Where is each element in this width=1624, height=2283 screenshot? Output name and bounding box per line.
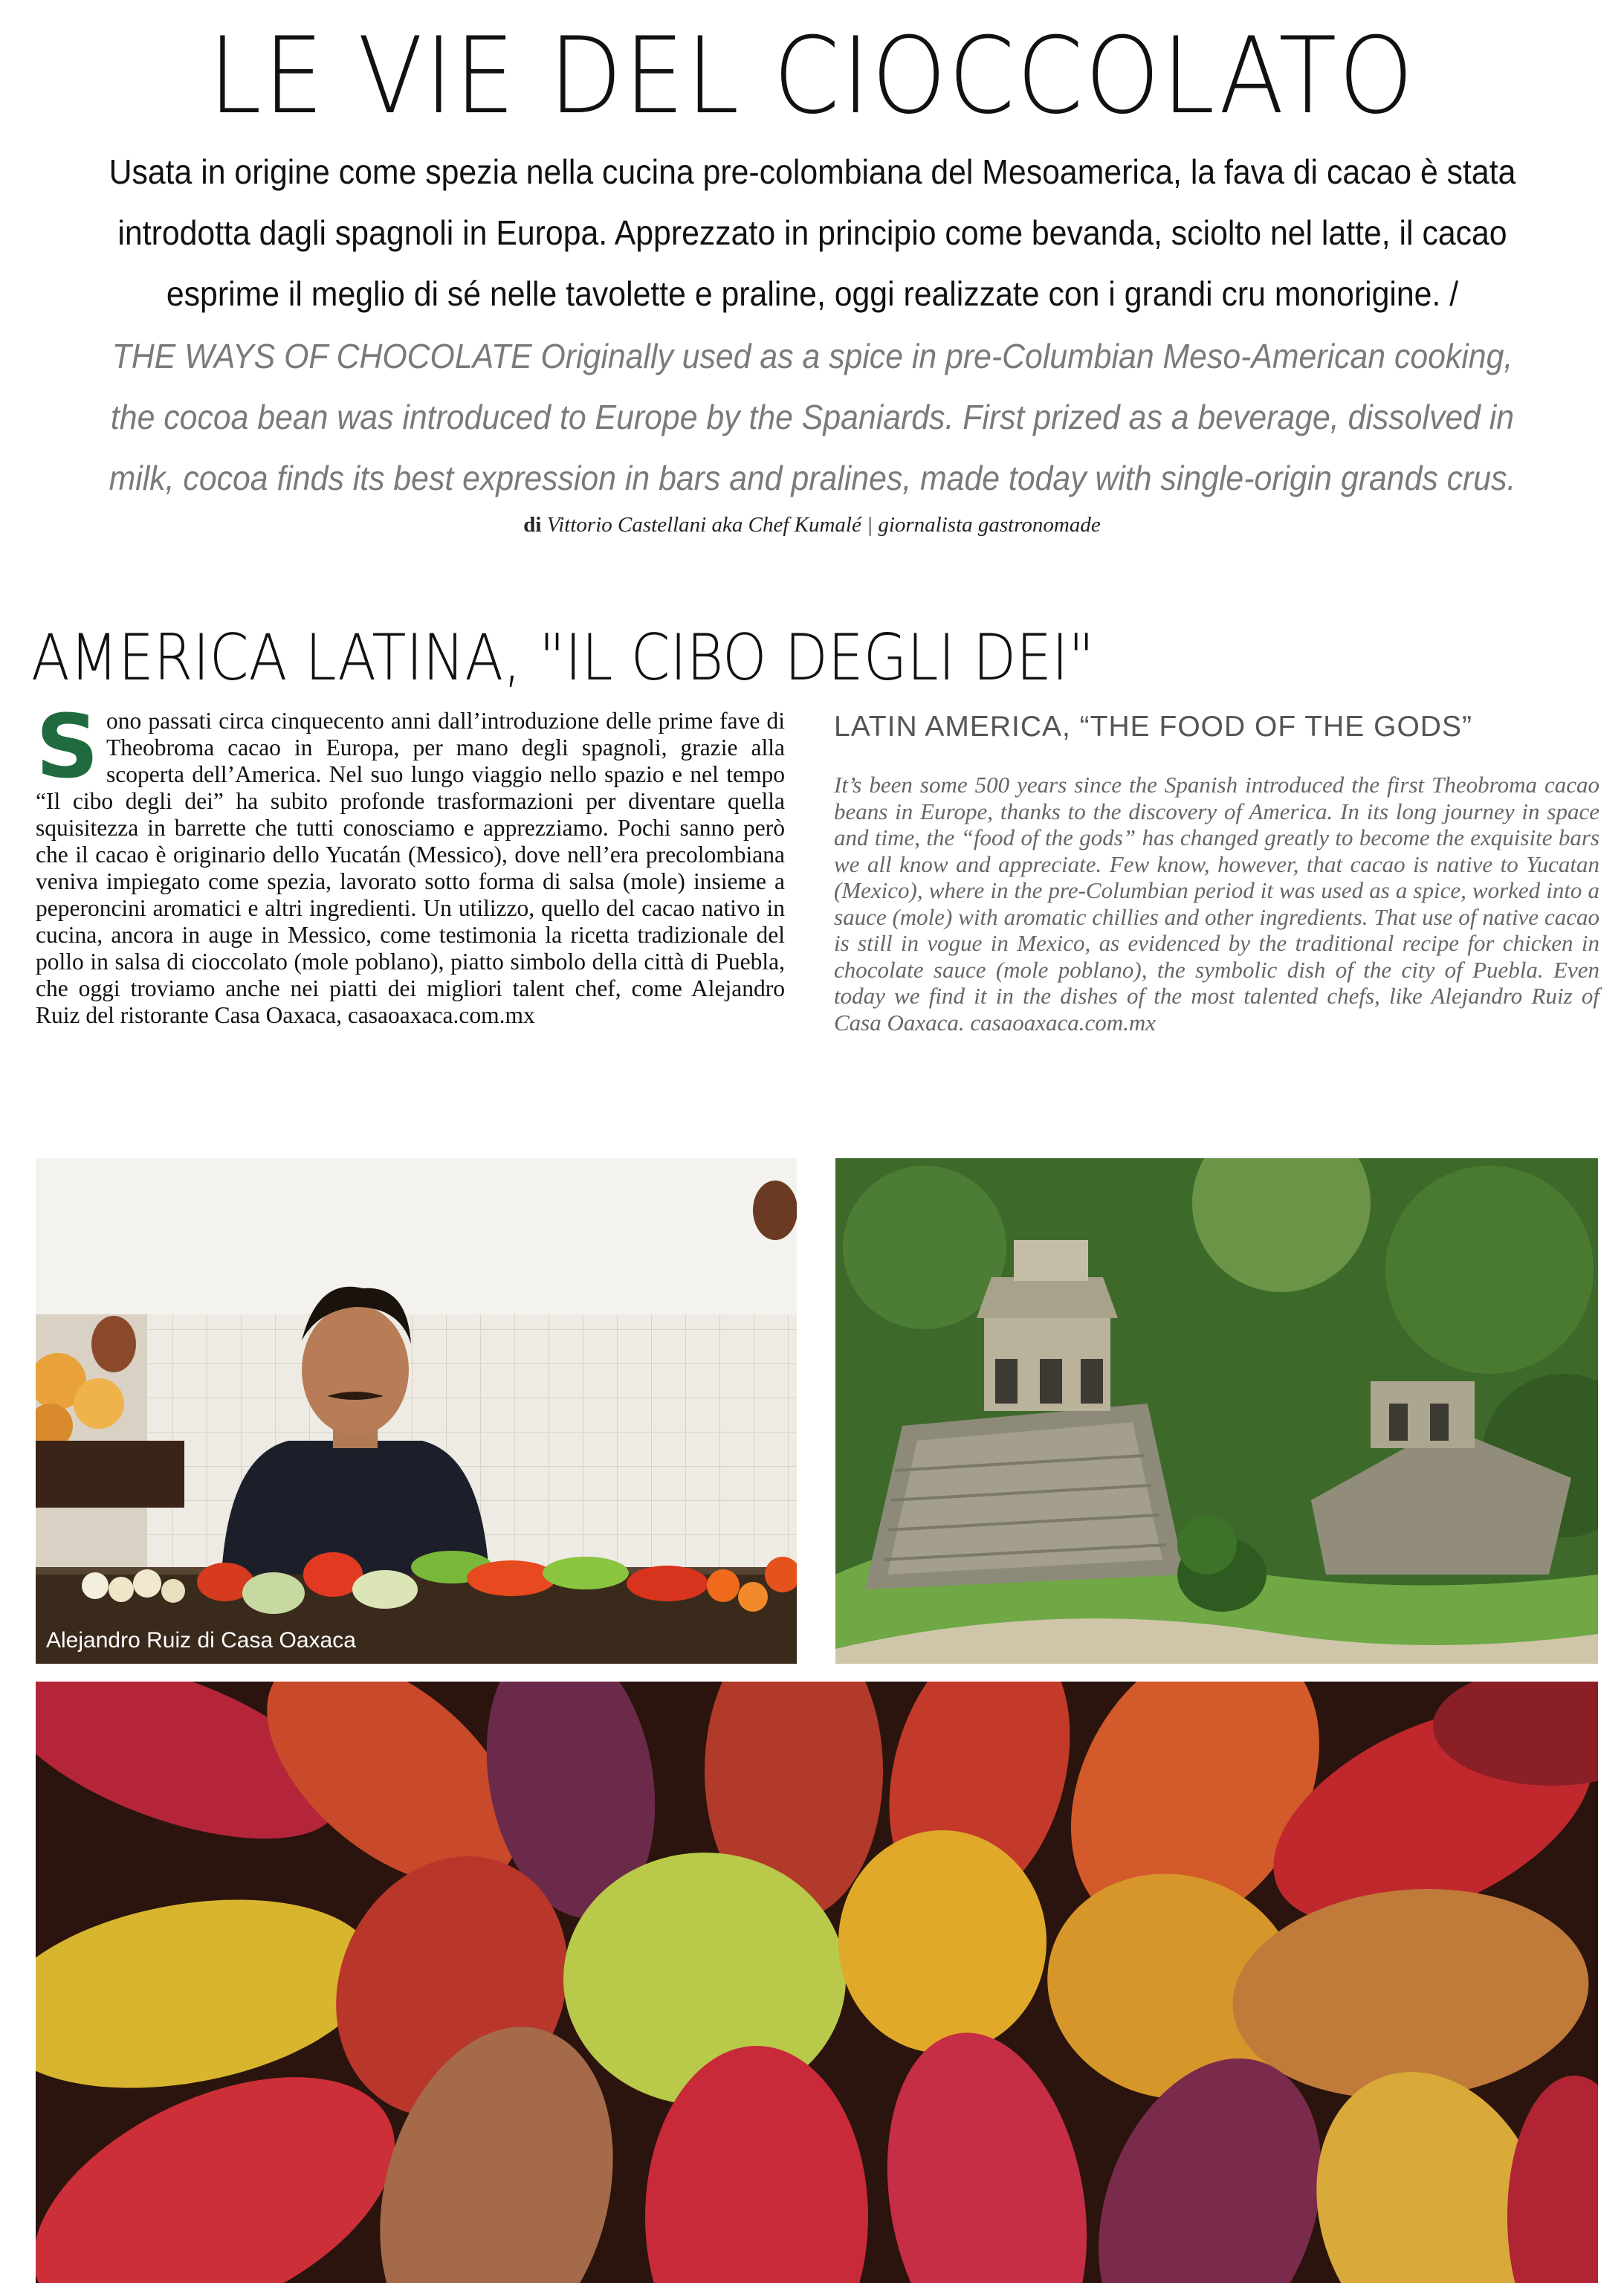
chef-photo: [36, 1158, 797, 1664]
cacao-pods-illustration: [36, 1682, 1598, 2283]
intro-english: THE WAYS OF CHOCOLATE Originally used as a spice in pre-Columbian Meso-American cooking, the cocoa bean was introduced to Europe by the Spaniards. First prized as a beverage, dissolved in milk, cocoa finds its best expression in bars and pralines, made today with single-origin grands crus.: [109, 337, 1516, 497]
photo-caption: Alejandro Ruiz di Casa Oaxaca: [46, 1628, 356, 1653]
article-body-english: It’s been some 500 years since the Spanish introduced the first Theobroma cacao beans in Europe, thanks to the discovery of America. In its long journey in space and time, the “food of the gods” has changed greatly to become the exquisite bars we all know and appreciate. Few know, however, that cacao is native to Yucatan (Mexico), where in the pre-Columbian period it was used as a spice, worked into a sauce (mole) with aromatic chillies and other ingredients. That use of native cacao is still in vogue in Mexico, as evidenced by the traditional recipe for chicken in chocolate sauce (mole poblano), the symbolic dish of the city of Puebla. Even today we find it in the dishes of the most talented chefs, like Alejandro Ruiz of Casa Oaxaca. casaoaxaca.com.mx: [834, 772, 1599, 1036]
section-heading-english: LATIN AMERICA, “THE FOOD OF THE GODS”: [834, 711, 1472, 743]
article-column-italian: [36, 695, 785, 1029]
page-title: LE VIE DEL CIOCCOLATO: [208, 15, 1416, 138]
byline-author: Vittorio Castellani aka Chef Kumalé | giornalista gastronomade: [546, 513, 1101, 537]
temple-photo-illustration: [835, 1158, 1598, 1664]
section-title: AMERICA LATINA, "IL CIBO DEGLI DEI": [31, 621, 1095, 695]
byline-prefix: di: [523, 513, 542, 537]
drop-cap: S: [36, 695, 99, 798]
byline: [0, 513, 1624, 537]
chef-photo-illustration: [36, 1158, 797, 1664]
intro-italian: Usata in origine come spezia nella cucina pre-colombiana del Mesoamerica, la fava di cacao è stata introdotta dagli spagnoli in Europa. Apprezzato in principio come bevanda, sciolto nel latte, il cacao esprime il meglio di sé nelle tavolette e praline, oggi realizzate con i grandi cru monorigine. /: [109, 152, 1516, 313]
temple-photo: [835, 1158, 1598, 1664]
article-body-italian: ono passati circa cinquecento anni dall’introduzione delle prime fave di Theobroma cacao in Europa, per mano degli spagnoli, grazie alla scoperta dell’America. Nel suo lungo viaggio nello spazio e nel tempo “Il cibo degli dei” ha subito profonde trasformazioni per diventare quella squisitezza in barrette che tutti conosciamo e apprezziamo. Pochi sanno però che il cacao è originario dello Yucatán (Messico), dove nell’era precolombiana veniva impiegato come spezia, lavorato sotto forma di salsa (mole) insieme a peperoncini aromatici e altri ingredienti. Un utilizzo, quello del cacao nativo in cucina, ancora in auge in Messico, come testimonia la ricetta tradizionale del pollo in salsa di cioccolato (mole poblano), piatto simbolo della città di Puebla, che oggi troviamo anche nei piatti dei migliori talent chef, come Alejandro Ruiz del ristorante Casa Oaxaca, casaoaxaca.com.mx: [36, 708, 785, 1028]
cacao-pods-photo: [36, 1682, 1598, 2283]
